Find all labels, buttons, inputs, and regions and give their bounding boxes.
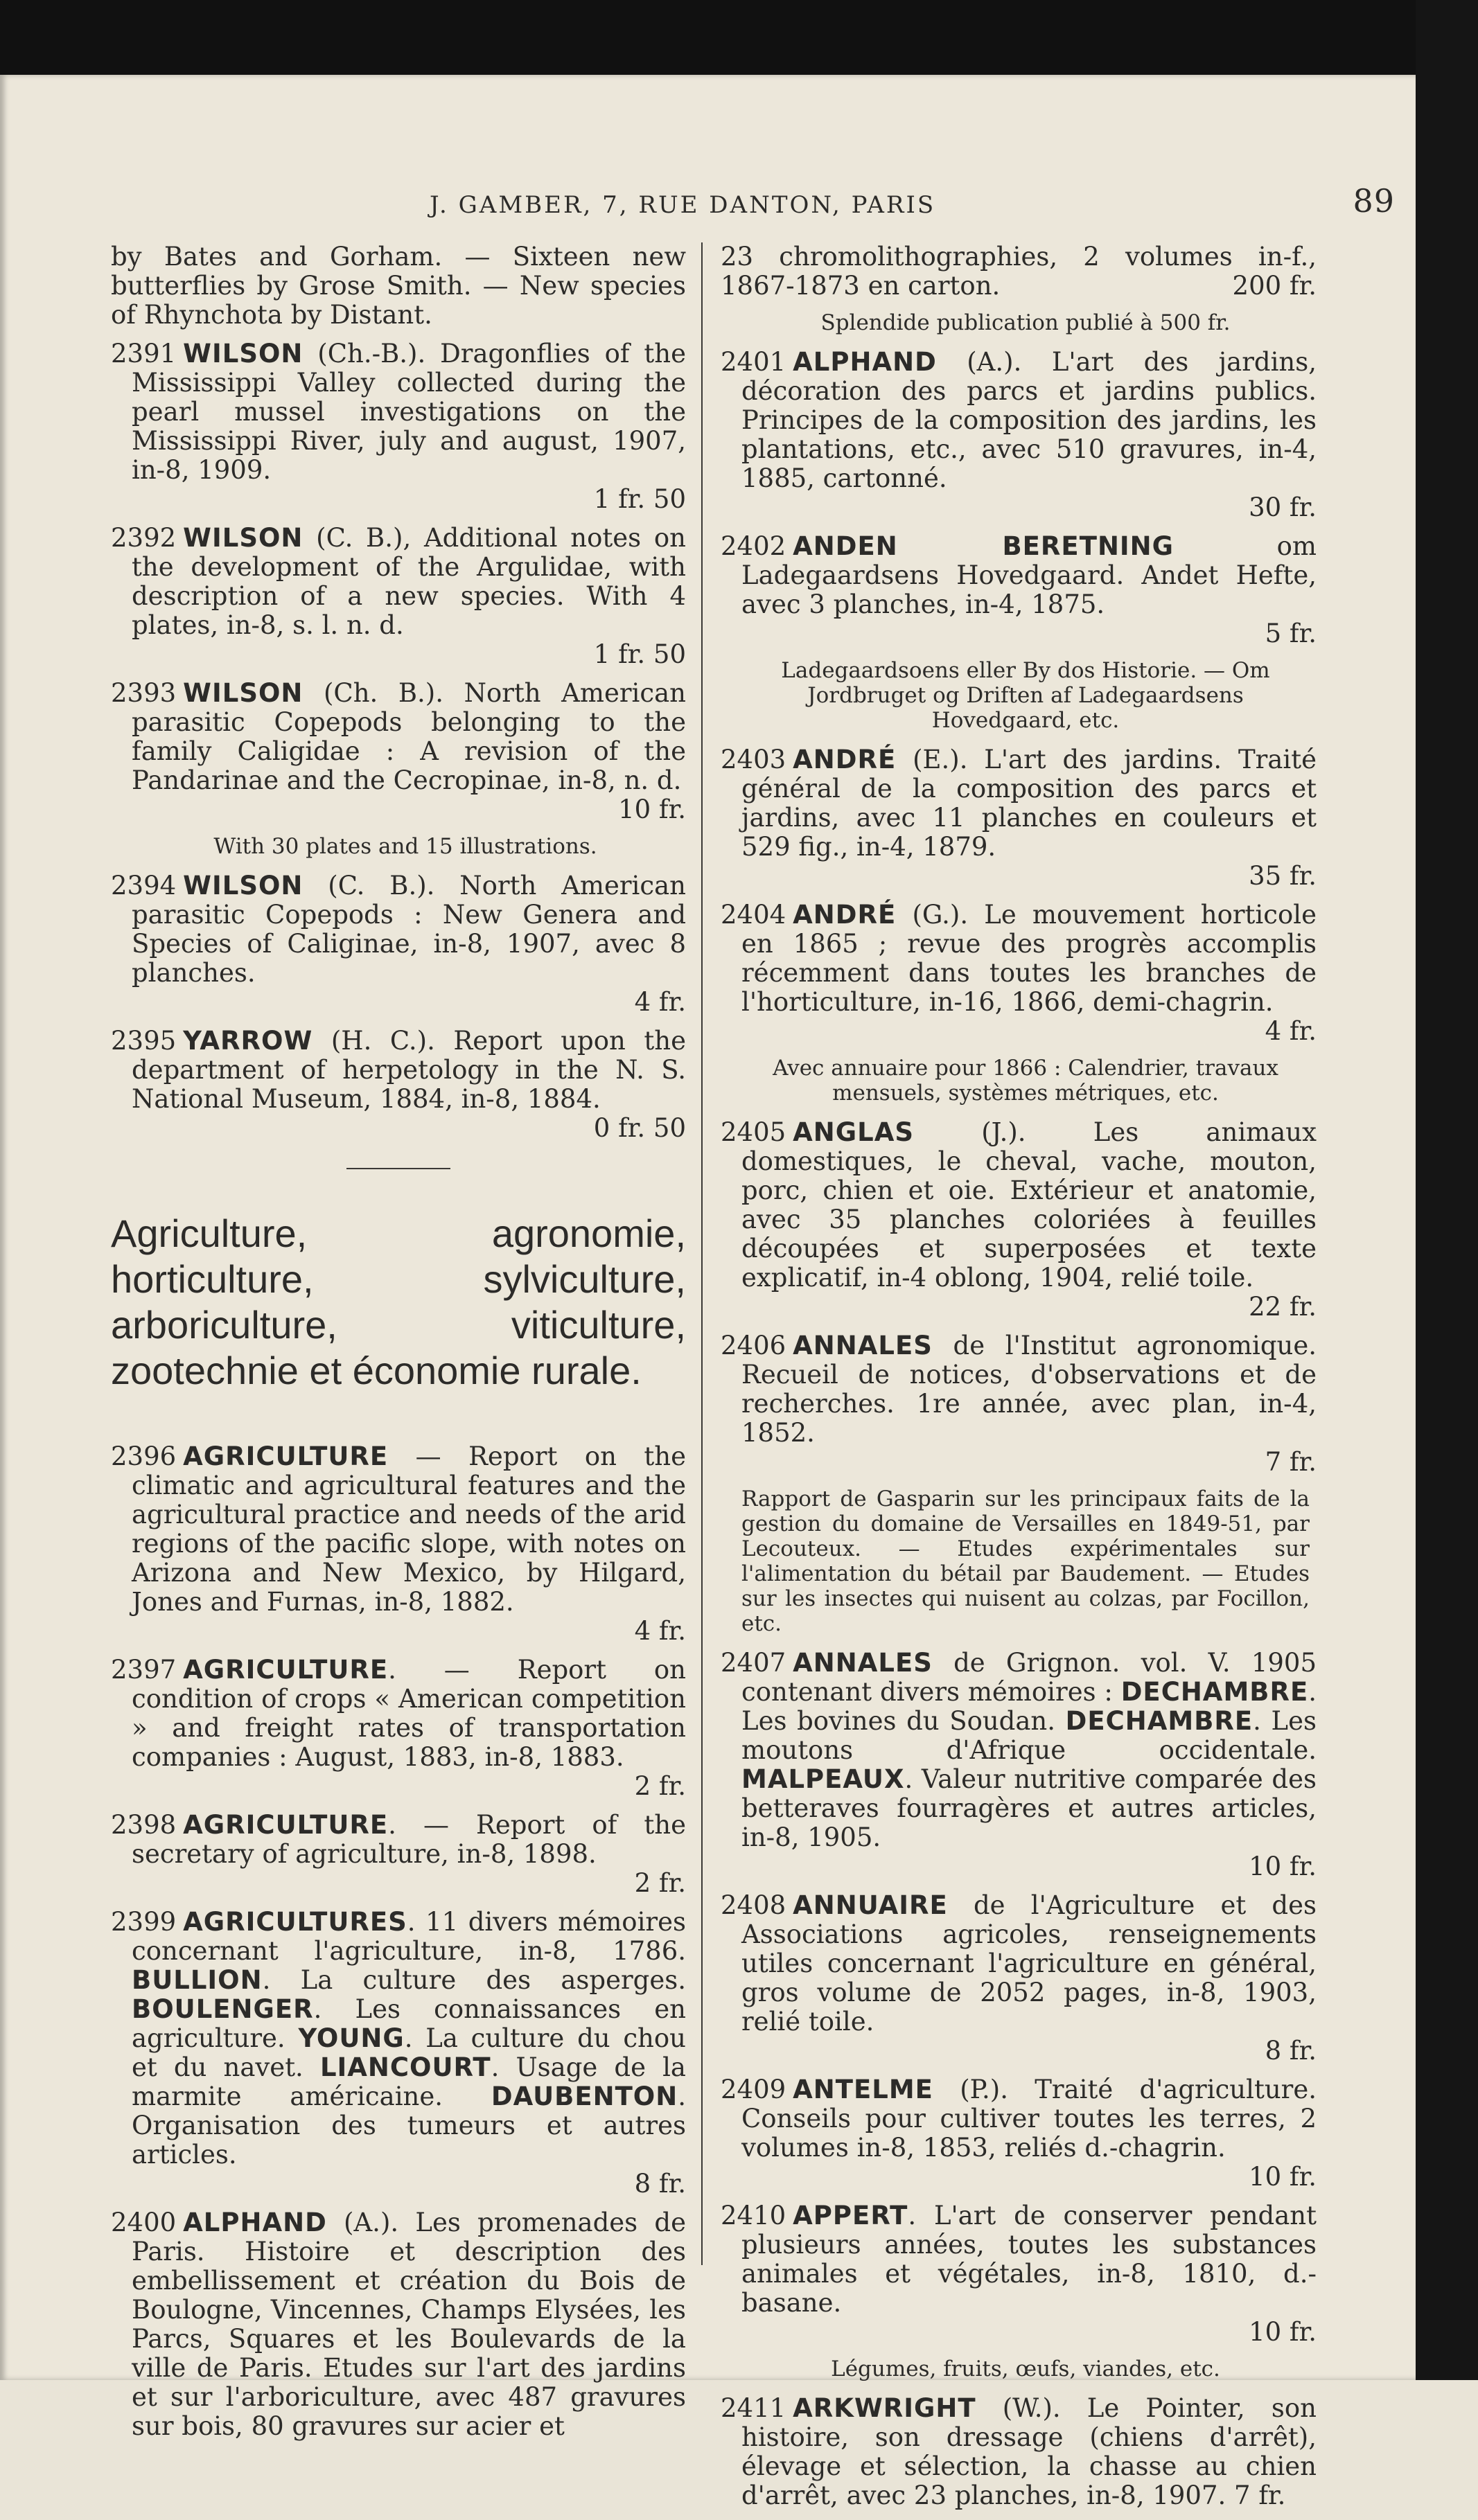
entry-text: (W.). Le Pointer, son histoire, son dressage (chiens d'arrêt), élevage et sélection, la chasse au chien d'arrêt, avec 23 planches, in-8, 1907. [741,2393,1317,2510]
right-column [721,242,1317,2520]
entry-price: 0 fr. 50 [593,1113,686,1143]
entry-author: LIANCOURT [319,2052,491,2082]
catalog-entry-2393 [111,679,686,824]
entry-note: With 30 plates and 15 illustrations. [213,834,597,859]
entry-text: de l'Institut agronomique. Recueil de notices, d'observations et de recherches. 1re année, avec plan, in-4, 1852. [741,1331,1317,1448]
entry-text: 23 chromolithographies, 2 volumes in-f., 1867-1873 en carton. [721,242,1317,301]
entry-price: 30 fr. [1249,493,1317,522]
entry-number: 2406 [721,1331,786,1360]
entry-number: 2395 [111,1026,177,1056]
catalog-entry-2399 [111,1908,686,2199]
catalog-entry-2405 [721,1118,1317,1322]
entry-author: WILSON [183,339,303,369]
entry-text: . Les bovines du Soudan. [741,1677,1317,1736]
entry-number: 2394 [111,871,177,900]
entry-text: — Report on the climatic and agricultural features and the agricultural practice and needs of the arid regions of the pacific slope, with notes on Arizona and New Mexico, by Hilgard, Jones and Furnas, in-8, 1882. [132,1441,686,1617]
entry-author: BOULENGER [132,1994,314,2024]
entry-author: ANDRÉ [793,745,897,774]
entry-author: DECHAMBRE [1120,1677,1309,1707]
entry-text: om Ladegaardsens Hovedgaard. Andet Hefte, avec 3 planches, in-4, 1875. [741,531,1317,619]
catalog-entry-2396 [111,1442,686,1646]
entry-number: 2397 [111,1655,177,1685]
entry-note: Avec annuaire pour 1866 : Calendrier, travaux mensuels, systèmes métriques, etc. [773,1056,1278,1106]
entry-author: MALPEAUX [741,1764,905,1794]
entry-text: (A.). L'art des jardins, décoration des parcs et jardins publics. Principes de la composition des jardins, les plantations, etc., avec 510 gravures, in-4, 1885, cartonné. [741,347,1317,493]
entry-note: Légumes, fruits, œufs, viandes, etc. [831,2357,1220,2381]
entry-price: 22 fr. [1249,1292,1317,1322]
catalog-entry-2407 [721,1649,1317,1881]
entry-number: 2391 [111,339,177,369]
entry-price: 10 fr. [1249,2162,1317,2192]
catalog-entry-2406 [721,1331,1317,1477]
entry-text: . Organisation des tumeurs et autres articles. [132,2082,686,2169]
entry-author: AGRICULTURE [183,1655,389,1685]
entry-number: 2392 [111,523,177,553]
entry-price: 4 fr. [1265,1016,1317,1046]
entry-price: 10 fr. [618,795,686,824]
entry-number: 2401 [721,347,786,377]
entry-author: ARKWRIGHT [793,2393,976,2423]
catalog-entry-2401 [721,348,1317,522]
entry-text: de l'Agriculture et des Associations agricoles, renseignements utiles concernant l'agriculture en général, gros volume de 2052 pages, in-8, 1903, relié toile. [741,1890,1317,2037]
entry-author: AGRICULTURES [183,1907,407,1937]
catalog-entry-2402 [721,532,1317,648]
entry-number: 2403 [721,745,786,774]
entry-text: (Ch.-B.). Dragonflies of the Mississippi Valley collected during the pearl mussel investigations on the Mississippi River, july and august, 1907, in-8, 1909. [132,339,686,485]
entry-text: (Ch. B.). North American parasitic Copepods belonging to the family Caligidae : A revision of the Pandarinae and the Cecropinae, in-8, n. d. [132,678,686,795]
entry-price: 8 fr. [1265,2036,1317,2066]
entry-number: 2404 [721,900,786,930]
catalog-entry-2404 [721,900,1317,1046]
catalog-entry-2409 [721,2075,1317,2192]
entry-author: ANGLAS [793,1117,915,1147]
entry-text: . L'art de conserver pendant plusieurs années, toutes les substances animales et végétales, in-8, 1810, d.-basane. [741,2201,1317,2318]
entry-price: 4 fr. [634,987,686,1017]
catalog-entry-2391 [111,339,686,514]
entry-author: WILSON [183,523,303,553]
entry-author: ALPHAND [183,2208,327,2237]
catalog-entry-2398 [111,1811,686,1898]
entry-price: 2 fr. [634,1771,686,1801]
entry-number: 2398 [111,1810,177,1840]
entry-text: . Les connaissances en agriculture. [132,1994,686,2053]
entry-price: 1 fr. 50 [593,484,686,514]
entry-number: 2408 [721,1890,786,1920]
entry-text: (C. B.), Additional notes on the development of the Argulidae, with description of a new species. With 4 plates, in-8, s. l. n. d. [132,523,686,640]
entry-author: AGRICULTURE [183,1441,389,1471]
entry-number: 2407 [721,1648,786,1678]
entry-author: ANNALES [793,1331,933,1360]
catalog-entry-2403 [721,745,1317,891]
entry-author: ANDEN BERETNING [793,531,1175,561]
entry-number: 2393 [111,678,177,708]
entry-number: 2411 [721,2393,786,2423]
entry-price: 7 fr. [1234,2481,1286,2510]
entry-author: ANNUAIRE [793,1890,948,1920]
entry-text: . Les moutons d'Afrique occidentale. [741,1706,1317,1765]
entry-number: 2400 [111,2208,177,2237]
entry-text: . 11 divers mémoires concernant l'agriculture, in-8, 1786. [132,1907,686,1966]
entry-price: 10 fr. [1249,1852,1317,1881]
entry-number: 2405 [721,1117,786,1147]
entry-text: de Grignon. vol. V. 1905 contenant divers mémoires : [741,1648,1317,1707]
section-title: Agriculture, agronomie, horticulture, sylviculture, arboriculture, viticulture, zootechnie et économie rurale. [111,1212,686,1392]
entry-continuation [721,242,1317,301]
left-column [111,242,686,2451]
entry-text: . — Report of the secretary of agriculture, in-8, 1898. [132,1810,686,1869]
entry-number: 2402 [721,531,786,561]
entry-text: (A.). Les promenades de Paris. Histoire et description des embellissement et création du Bois de Boulogne, Vincennes, Champs Elysées, les Parcs, Squares et les Boulevards de la ville de Paris. Etudes sur l'art des jardins et sur l'arboriculture, avec 487 gravures sur bois, 80 gravures sur acier et [132,2208,686,2441]
entry-note: Rapport de Gasparin sur les principaux faits de la gestion du domaine de Versailles en 1849-51, par Lecouteux. — Etudes expérimentales sur l'alimentation du bétail par Baudement. — Etudes sur les insectes qui nuisent au colzas, par Focillon, etc. [741,1487,1310,1636]
entry-text: (C. B.). North American parasitic Copepods : New Genera and Species of Caliginae, in-8, 1907, avec 8 planches. [132,871,686,988]
entry-text: . Usage de la marmite américaine. [132,2052,686,2111]
scan-top-border [0,0,1478,75]
entry-note: Splendide publication publié à 500 fr. [820,310,1231,335]
column-divider [701,242,703,2265]
entry-text: . La culture du chou et du navet. [132,2023,686,2082]
entry-author: ANNALES [793,1648,933,1678]
entry-author: WILSON [183,678,303,708]
page-number: 89 [1353,182,1395,220]
entry-number: 2409 [721,2075,786,2104]
entry-text: (H. C.). Report upon the department of herpetology in the N. S. National Museum, 1884, in-8, 1884. [132,1026,686,1114]
catalog-entry-2400 [111,2208,686,2441]
entry-text: . Valeur nutritive comparée des betteraves fourragères et autres articles, in-8, 1905. [741,1764,1317,1852]
entry-text: (E.). L'art des jardins. Traité général de la composition des parcs et jardins, avec 11 planches en couleurs et 529 fig., in-4, 1879. [741,745,1317,862]
entry-author: ALPHAND [793,347,937,377]
catalog-entry-2392 [111,524,686,669]
running-title: J. GAMBER, 7, RUE DANTON, PARIS [430,191,936,219]
entry-author: WILSON [183,871,303,900]
entry-number: 2396 [111,1441,177,1471]
entry-author: BULLION [132,1965,263,1995]
entry-text: . La culture des asperges. [262,1965,686,1995]
entry-price: 4 fr. [634,1616,686,1646]
entry-number: 2410 [721,2201,786,2230]
catalog-entry-2408 [721,1891,1317,2066]
entry-text: (J.). Les animaux domestiques, le cheval, vache, mouton, porc, chien et oie. Extérieur et anatomie, avec 35 planches coloriées à feuilles découpées et superposées et texte explicatif, in-4 oblong, 1904, relié toile. [741,1117,1317,1293]
entry-author: YARROW [183,1026,313,1056]
entry-note: Ladegaardsoens eller By dos Historie. — Om Jordbruget og Driften af Ladegaardsens Hovedgaard, etc. [781,658,1270,733]
scan-right-border [1416,0,1478,2380]
section-separator [346,1168,450,1169]
entry-author: ANTELME [793,2075,933,2104]
entry-continuation [111,242,686,330]
entry-author: DAUBENTON [491,2082,678,2111]
entry-price: 35 fr. [1249,861,1317,891]
entry-author: ANDRÉ [793,900,897,930]
entry-price: 8 fr. [634,2169,686,2199]
catalog-entry-2410 [721,2201,1317,2347]
catalog-entry-2394 [111,871,686,1017]
entry-author: APPERT [793,2201,908,2230]
entry-price: 200 fr. [1232,271,1317,301]
entry-price: 7 fr. [1265,1447,1317,1477]
entry-text: . — Report on condition of crops « American competition » and freight rates of transportation companies : August, 1883, in-8, 1883. [132,1655,686,1772]
catalog-entry-2397 [111,1656,686,1801]
page-header [83,116,1395,220]
entry-text: (P.). Traité d'agriculture. Conseils pour cultiver toutes les terres, 2 volumes in-8, 1853, reliés d.-chagrin. [741,2075,1317,2163]
entry-price: 10 fr. [1249,2317,1317,2347]
entry-price: 1 fr. 50 [593,639,686,669]
entry-author: DECHAMBRE [1065,1706,1253,1736]
entry-author: YOUNG [298,2023,405,2053]
entry-number: 2399 [111,1907,177,1937]
entry-text: (G.). Le mouvement horticole en 1865 ; revue des progrès accomplis récemment dans toutes les branches de l'horticulture, in-16, 1866, demi-chagrin. [741,900,1317,1017]
entry-price: 2 fr. [634,1868,686,1898]
entry-author: AGRICULTURE [183,1810,389,1840]
catalog-entry-2411 [721,2394,1317,2510]
entry-text: by Bates and Gorham. — Sixteen new butterflies by Grose Smith. — New species of Rhynchota by Distant. [111,242,686,330]
entry-price: 5 fr. [1265,619,1317,648]
catalog-entry-2395 [111,1027,686,1143]
